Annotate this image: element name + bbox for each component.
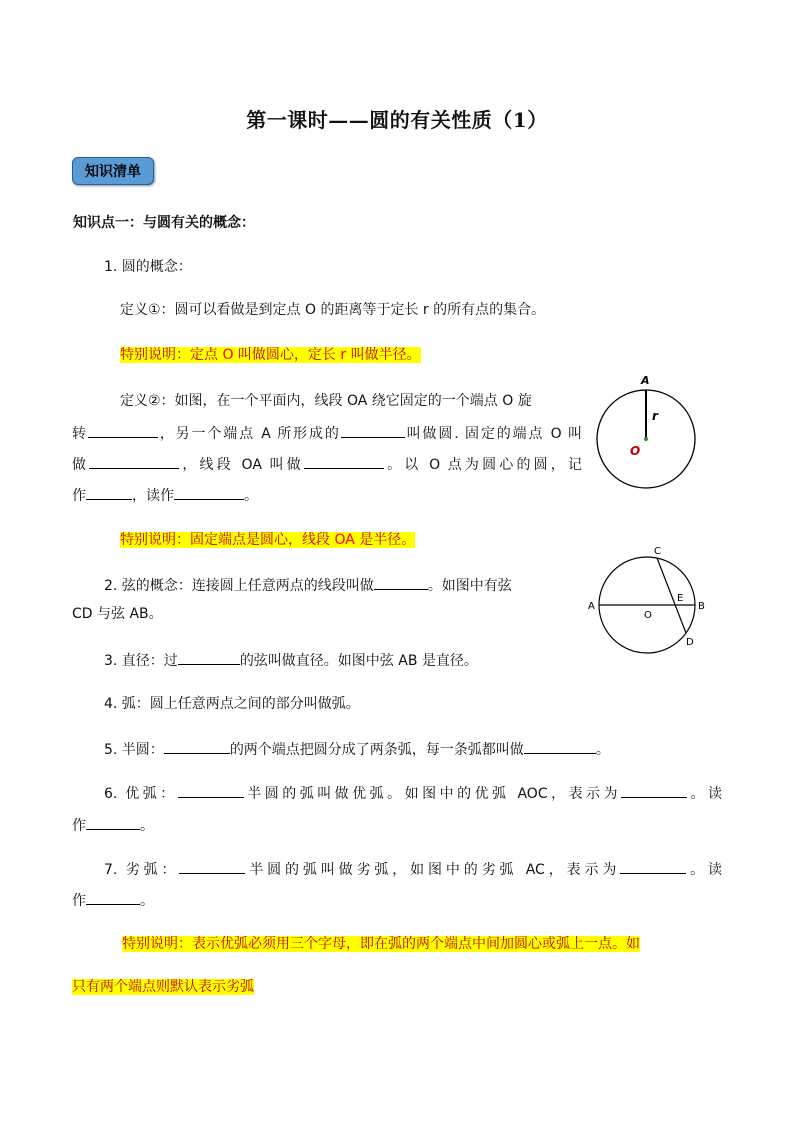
item-2-line-1: 2. 弦的概念：连接圆上任意两点的线段叫做 。如图中有弦: [104, 575, 512, 596]
item-5: 5. 半圆： 的两个端点把圆分成了两条弧，每一条弧都叫做 。: [104, 739, 610, 760]
note-2: 特别说明：固定端点是圆心，线段 OA 是半径。: [120, 532, 416, 548]
item-4: 4. 弧：圆上任意两点之间的部分叫做弧。: [104, 696, 360, 712]
item-7-line-2: 作 。: [72, 890, 154, 911]
definition-2-line-2: 转 ，另一个端点 A 所形成的 叫做圆. 固定的端点 O 叫: [72, 423, 582, 444]
chord-diameter-figure: [584, 540, 714, 662]
label-o: O: [630, 444, 641, 458]
definition-1: 定义①：圆可以看做是到定点 O 的距离等于定长 r 的所有点的集合。: [120, 302, 546, 318]
circle-radius-figure: [592, 370, 702, 492]
note-3-line-1: 特别说明：表示优弧必须用三个字母，即在弧的两个端点中间加圆心或弧上一点。如: [122, 936, 640, 952]
item-1-label: 1. 圆的概念：: [104, 259, 192, 275]
note-1: 特别说明：定点 O 叫做圆心，定长 r 叫做半径。: [120, 347, 421, 363]
item-6-line-1: 6. 优弧： 半圆的弧叫做优弧。如图中的优弧 AOC，表示为 。读: [104, 783, 722, 804]
section-heading: 知识点一：与圆有关的概念：: [73, 215, 255, 231]
item-7-line-1: 7. 劣弧： 半圆的弧叫做劣弧，如图中的劣弧 AC，表示为 。读: [104, 859, 722, 880]
label-r: r: [652, 409, 658, 423]
item-3: 3. 直径：过 的弦叫做直径。如图中弦 AB 是直径。: [104, 650, 478, 671]
item-6-line-2: 作 。: [72, 815, 154, 836]
definition-2-line-1: 定义②：如图，在一个平面内，线段 OA 绕它固定的一个端点 O 旋: [120, 393, 532, 409]
label-b: B: [698, 601, 705, 612]
center-point: [644, 437, 648, 441]
label-e: E: [677, 593, 684, 604]
label-a: A: [641, 374, 650, 387]
page-title: 第一课时——圆的有关性质（1）: [246, 108, 548, 132]
section-badge: 知识清单: [72, 157, 154, 185]
item-2-line-2: CD 与弦 AB。: [72, 606, 163, 622]
label-c: C: [654, 546, 661, 557]
note-3-line-2: 只有两个端点则默认表示劣弧: [72, 979, 254, 995]
definition-2-line-4: 作 ，读作 。: [72, 485, 258, 506]
label-a: A: [588, 601, 595, 612]
label-o: O: [644, 610, 652, 621]
label-d: D: [686, 637, 694, 648]
definition-2-line-3: 做 ，线段 OA 叫做 。以 O 点为圆心的圆，记: [72, 454, 582, 475]
